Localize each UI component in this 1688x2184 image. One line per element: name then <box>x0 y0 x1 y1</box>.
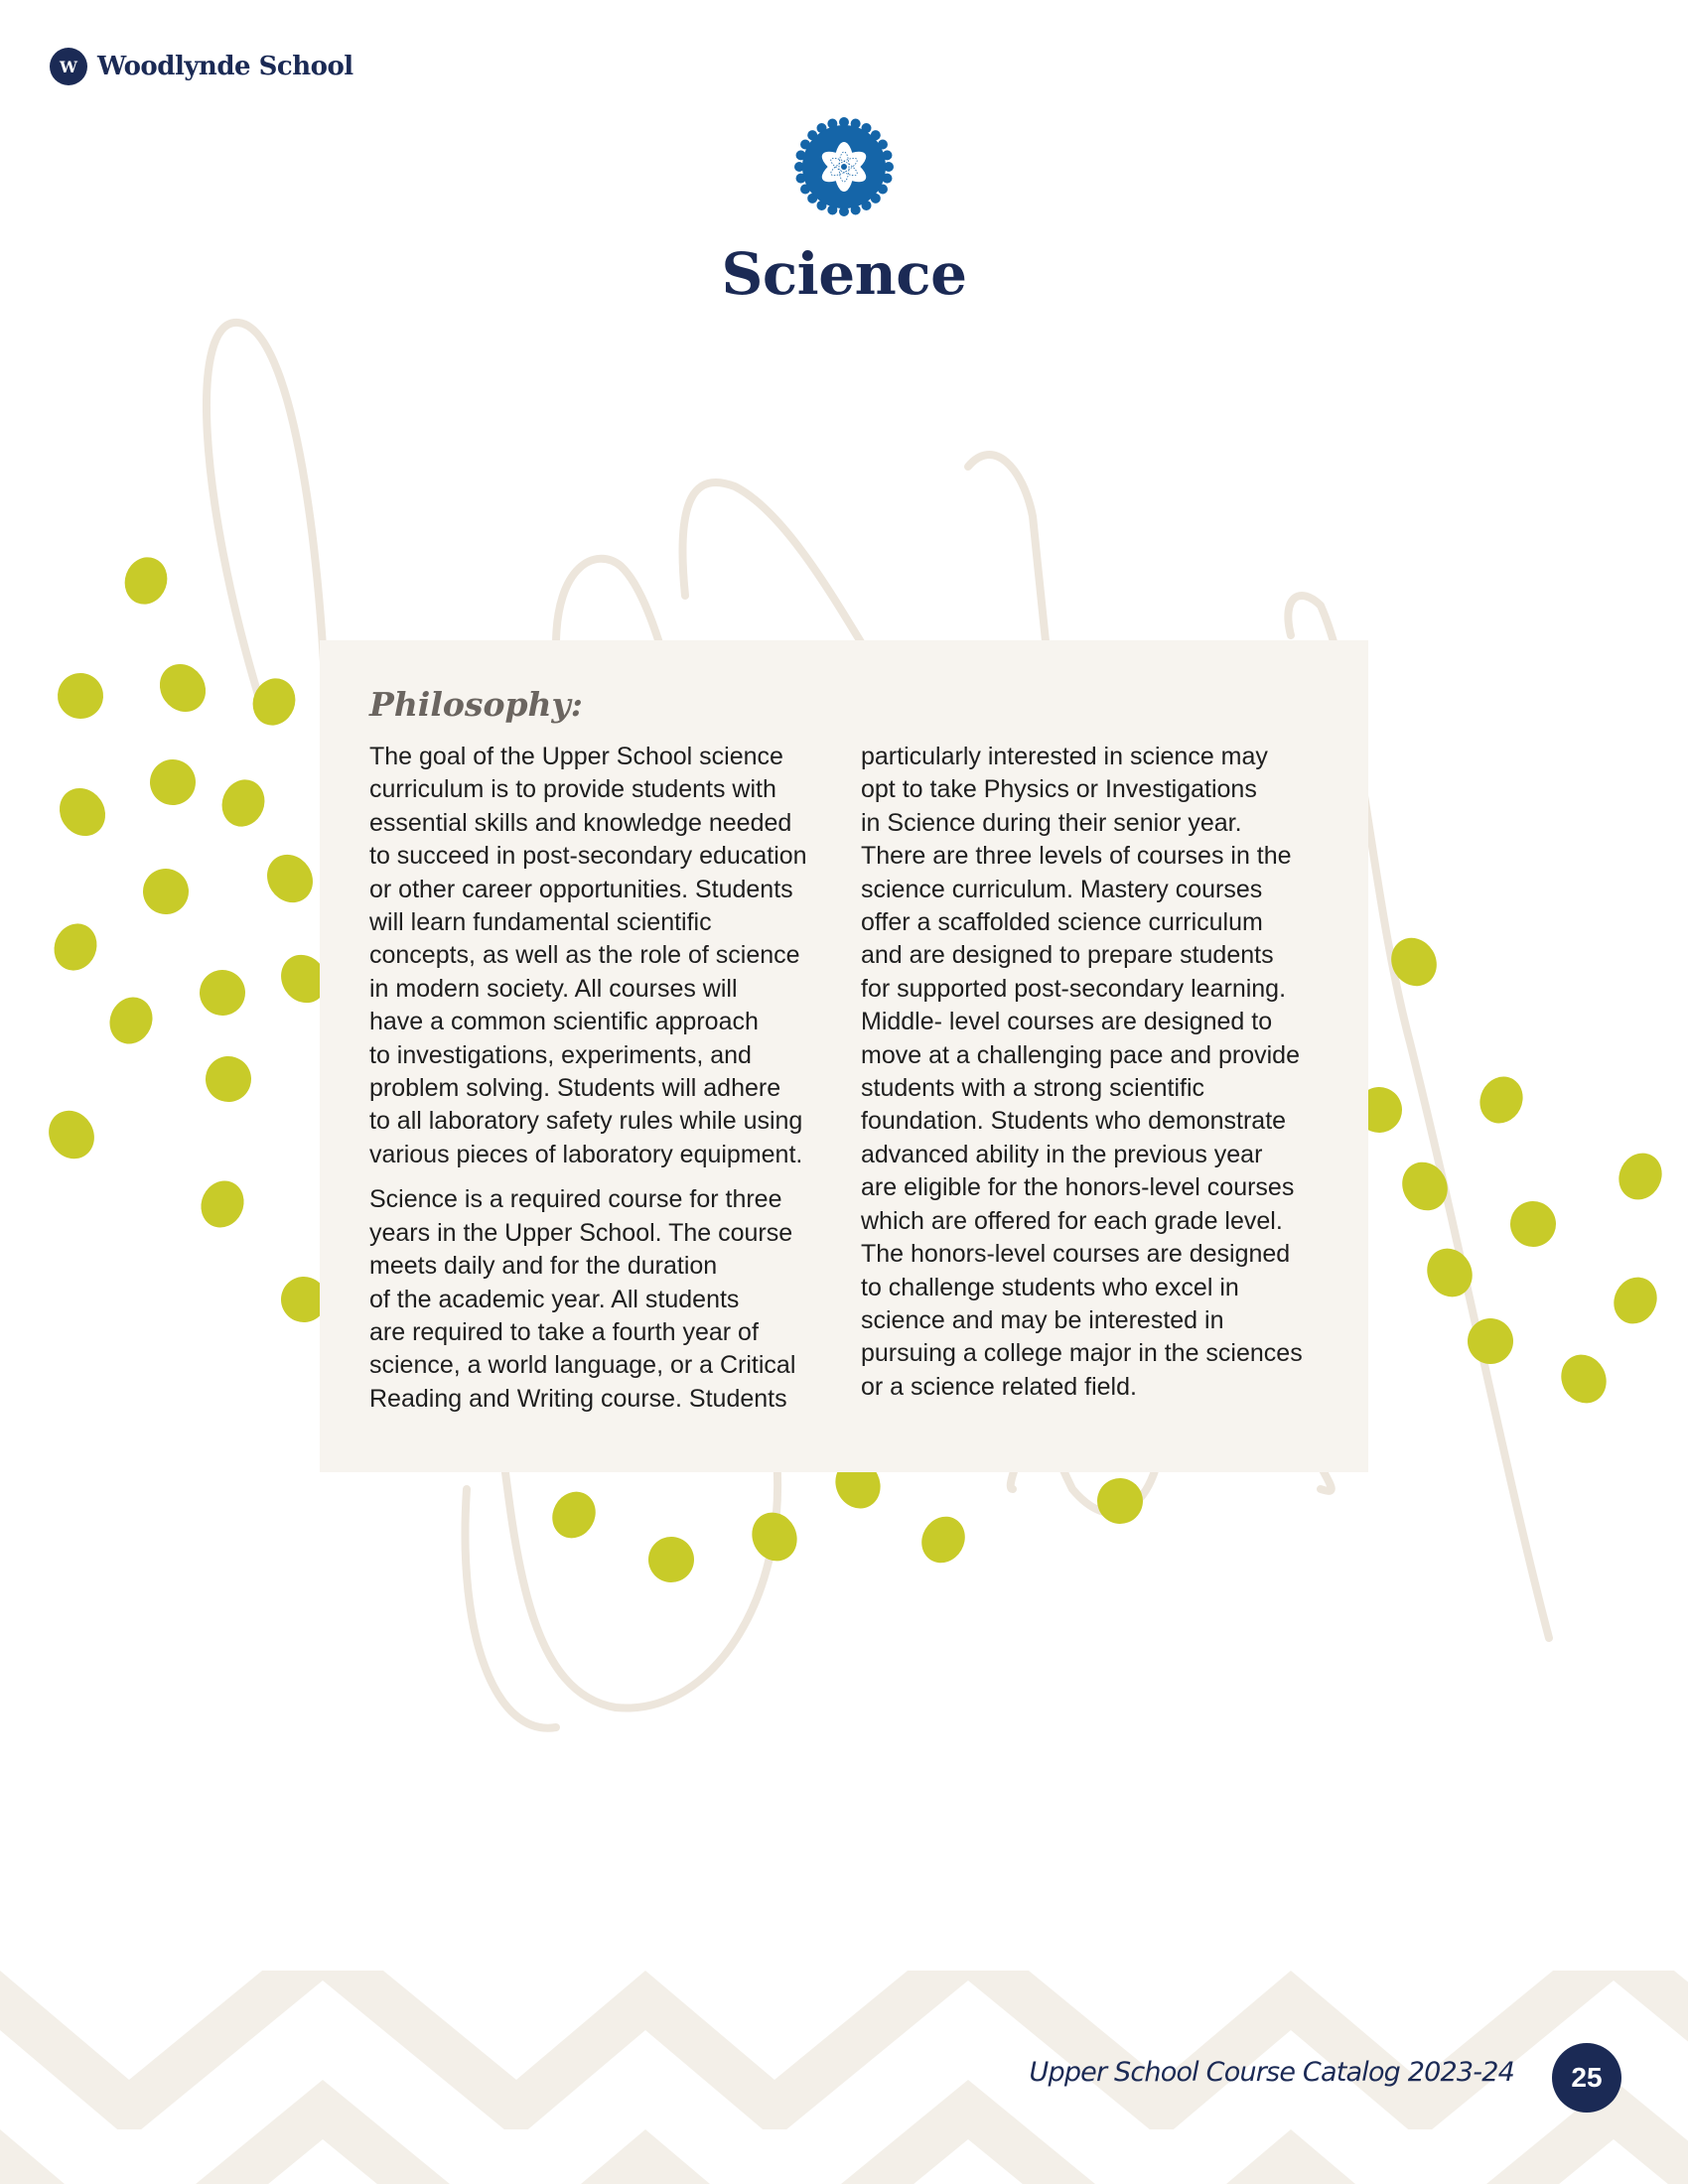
green-dot <box>1087 1468 1152 1533</box>
green-dot <box>258 846 322 911</box>
green-dot <box>47 917 103 978</box>
school-name: Woodlynde School <box>97 52 353 81</box>
text-line: years in the Upper School. The course <box>369 1218 793 1247</box>
text-line: science curriculum. Mastery courses <box>861 875 1263 903</box>
green-dot <box>544 1484 604 1546</box>
text-line: and are designed to prepare students <box>861 941 1274 970</box>
philosophy-heading: Philosophy: <box>369 685 583 724</box>
green-dot <box>51 779 115 845</box>
catalog-title: Upper School Course Catalog 2023-24 <box>1029 2057 1514 2088</box>
text-line: have a common scientific approach <box>369 1008 759 1036</box>
text-line: are eligible for the honors-level courses <box>861 1173 1295 1202</box>
school-logo <box>50 48 353 85</box>
green-dot <box>194 1173 251 1234</box>
text-line: There are three levels of courses in the <box>861 842 1292 871</box>
green-dot <box>1553 1347 1615 1412</box>
page-number: 25 <box>1552 2043 1621 2113</box>
text-line: Reading and Writing course. Students <box>369 1384 787 1413</box>
text-line: pursuing a college major in the sciences <box>861 1339 1303 1368</box>
paragraph-gap <box>369 1171 856 1183</box>
green-dot <box>191 961 255 1025</box>
green-dot <box>49 664 112 728</box>
text-line: to succeed in post-secondary education <box>369 842 807 871</box>
crest-icon: W <box>50 48 87 85</box>
text-line: will learn fundamental scientific <box>369 908 712 937</box>
green-dot <box>102 991 160 1051</box>
left-column <box>369 741 856 1416</box>
text-line: essential skills and knowledge needed <box>369 808 792 837</box>
green-dot <box>1611 1146 1669 1207</box>
page-title: Science <box>721 240 967 308</box>
text-line: science, a world language, or a Critical <box>369 1351 796 1380</box>
green-dot <box>151 655 215 721</box>
text-line: problem solving. Students will adhere <box>369 1074 781 1103</box>
text-line: meets daily and for the duration <box>369 1252 718 1281</box>
green-dot <box>134 860 199 924</box>
text-line: to all laboratory safety rules while using <box>369 1107 803 1136</box>
text-line: in Science during their senior year. <box>861 808 1242 837</box>
text-line: which are offered for each grade level. <box>861 1206 1283 1235</box>
green-dot <box>1500 1191 1565 1256</box>
text-line: Middle- level courses are designed to <box>861 1008 1273 1036</box>
green-dot <box>744 1505 805 1570</box>
text-line: various pieces of laboratory equipment. <box>369 1140 803 1168</box>
text-line: foundation. Students who demonstrate <box>861 1107 1287 1136</box>
text-line: concepts, as well as the role of science <box>369 941 800 970</box>
green-dot <box>1458 1308 1522 1373</box>
green-dot <box>215 773 272 833</box>
text-line: Science is a required course for three <box>369 1185 782 1214</box>
text-line: to challenge students who excel in <box>861 1273 1239 1301</box>
text-line: to investigations, experiments, and <box>369 1040 752 1069</box>
right-column <box>861 741 1347 1404</box>
green-dot <box>118 551 174 610</box>
text-line: or a science related field. <box>861 1372 1137 1401</box>
text-line: in modern society. All courses will <box>369 974 738 1003</box>
text-line: are required to take a fourth year of <box>369 1317 759 1346</box>
text-line: The goal of the Upper School science <box>369 743 783 770</box>
text-line: for supported post-secondary learning. <box>861 974 1287 1003</box>
atom-badge-icon <box>794 117 894 216</box>
text-line: of the academic year. All students <box>369 1285 740 1313</box>
green-dot <box>40 1102 103 1167</box>
green-dot <box>1473 1069 1531 1131</box>
green-dot <box>197 1047 261 1112</box>
text-line: move at a challenging pace and provide <box>861 1040 1300 1069</box>
green-dot <box>1382 929 1445 995</box>
text-line: The honors-level courses are designed <box>861 1240 1291 1269</box>
text-line: opt to take Physics or Investigations <box>861 775 1257 804</box>
text-line: particularly interested in science may <box>861 743 1268 770</box>
green-dot <box>638 1527 703 1591</box>
green-dot <box>914 1509 973 1571</box>
green-dot <box>141 751 206 815</box>
text-line: offer a scaffolded science curriculum <box>861 908 1263 937</box>
text-line: science and may be interested in <box>861 1305 1224 1334</box>
text-line: curriculum is to provide students with <box>369 775 776 804</box>
green-dot <box>1606 1270 1665 1331</box>
text-line: advanced ability in the previous year <box>861 1140 1263 1168</box>
text-line: or other career opportunities. Students <box>369 875 793 903</box>
text-line: students with a strong scientific <box>861 1074 1204 1103</box>
